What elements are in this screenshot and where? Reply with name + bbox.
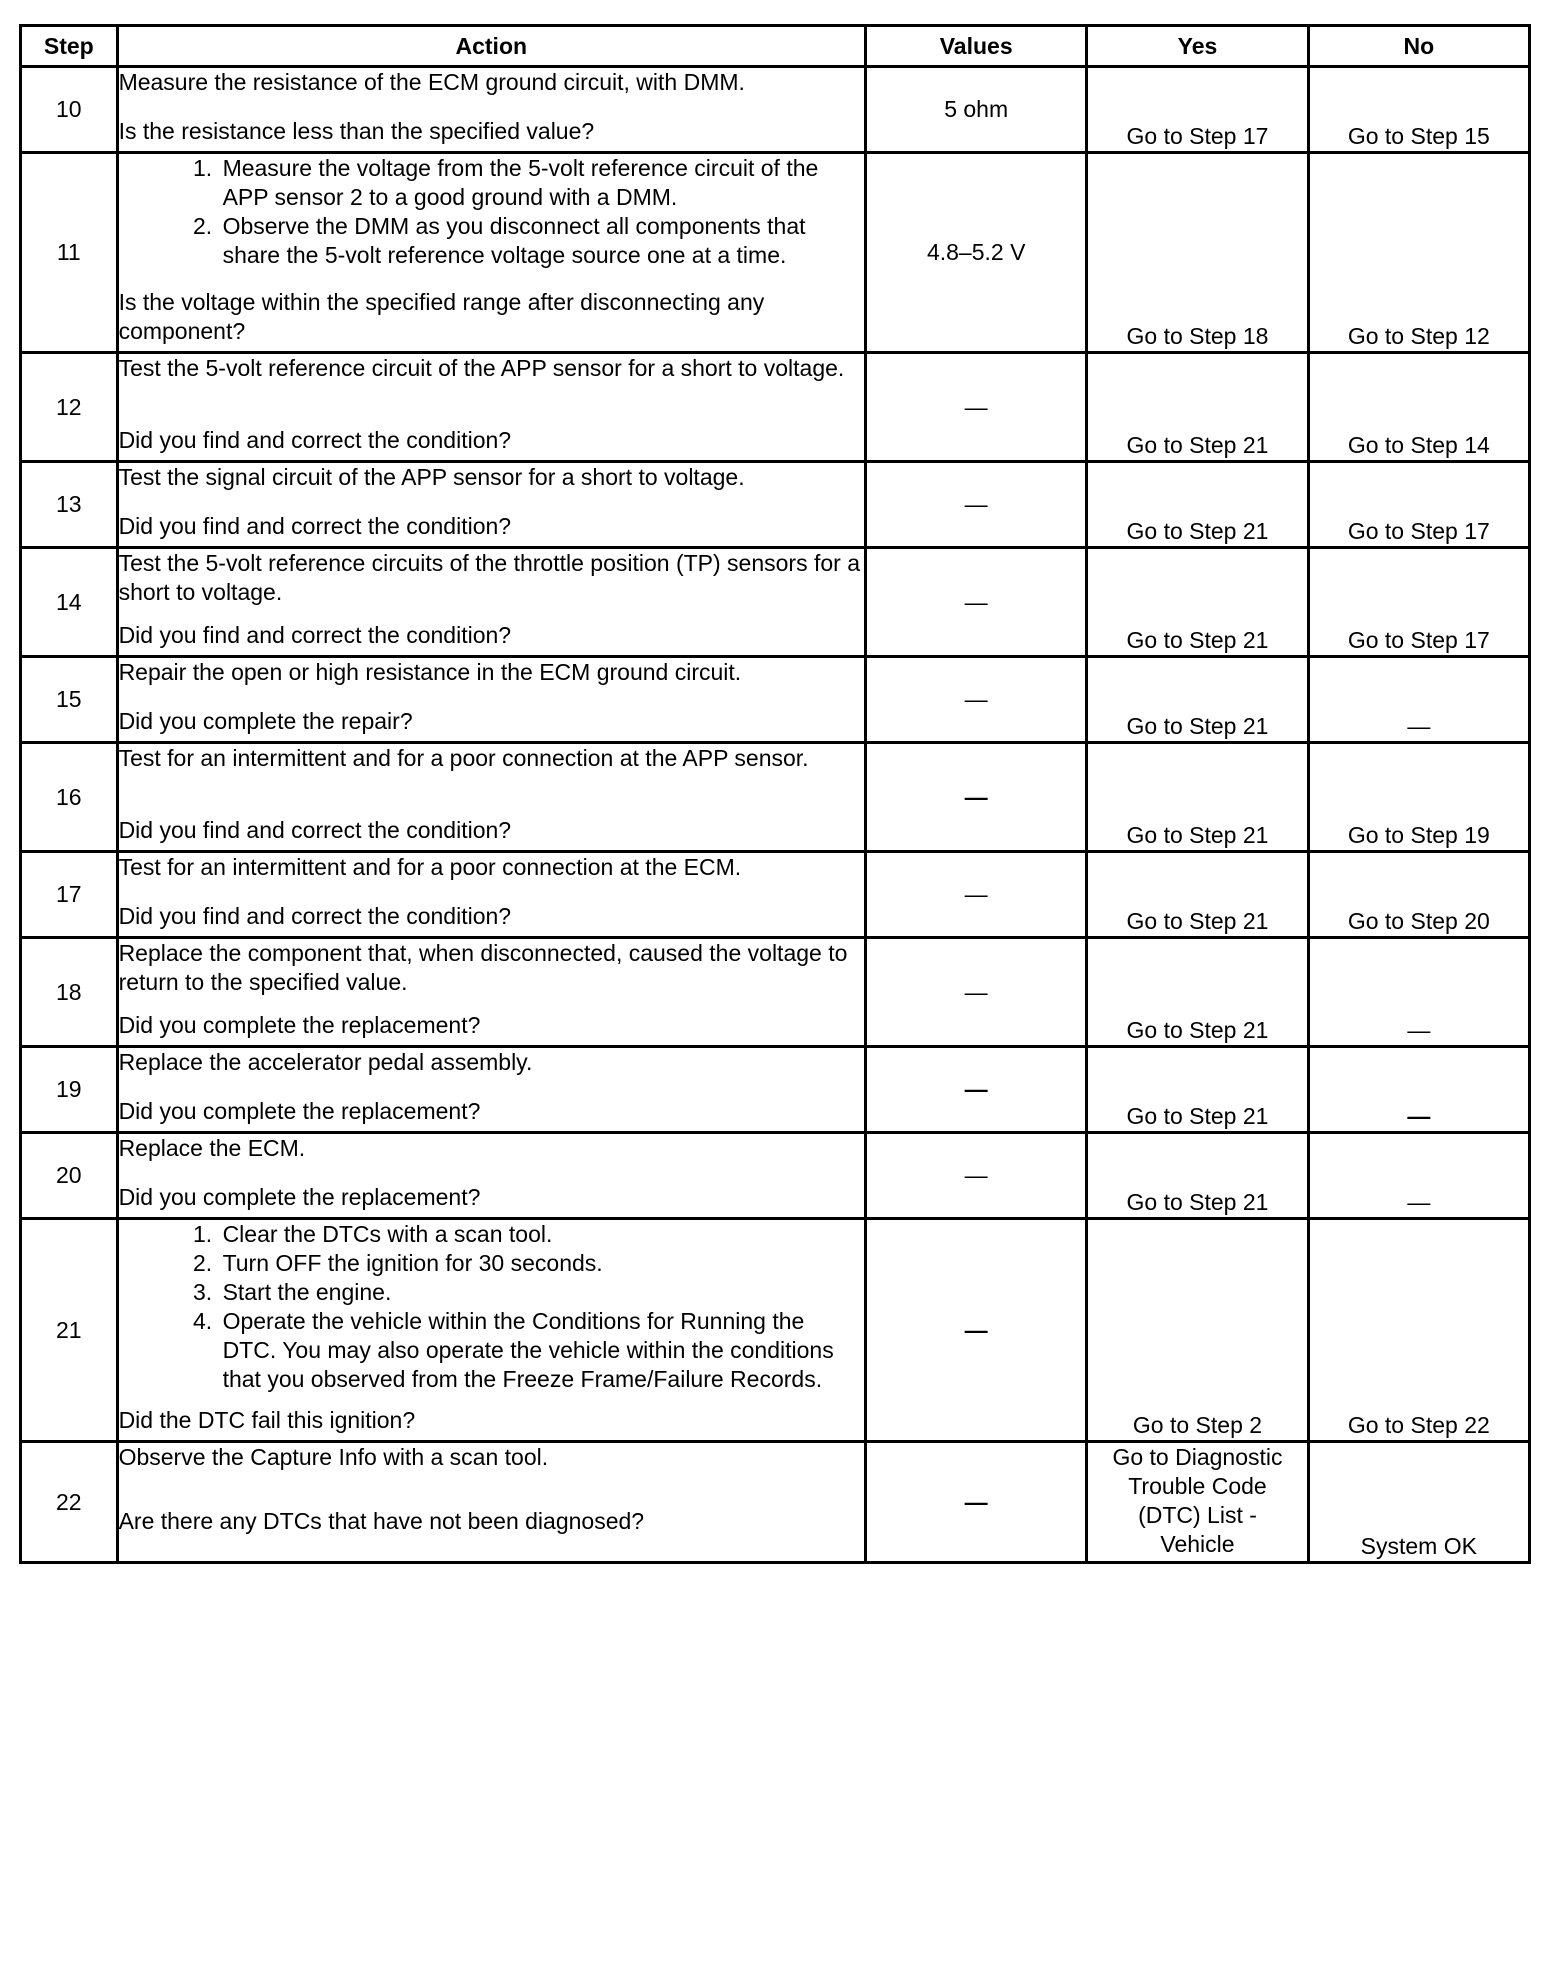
action-instruction: Test for an intermittent and for a poor connection at the ECM. xyxy=(118,854,742,880)
header-no: No xyxy=(1308,26,1529,67)
values-cell: — xyxy=(866,657,1087,743)
table-row xyxy=(21,1442,1530,1563)
table-row xyxy=(21,548,1530,657)
yes-cell: Go to Step 17 xyxy=(1087,67,1308,153)
action-cell xyxy=(117,67,865,153)
action-question: Did you find and correct the condition? xyxy=(118,817,512,843)
action-cell xyxy=(117,548,865,657)
table-row xyxy=(21,1219,1530,1442)
header-step: Step xyxy=(21,26,118,67)
yes-cell: Go to Step 21 xyxy=(1087,938,1308,1047)
action-question: Did you find and correct the condition? xyxy=(118,903,512,929)
yes-cell: Go to Step 21 xyxy=(1087,353,1308,462)
step-number: 15 xyxy=(21,657,118,743)
table-row xyxy=(21,67,1530,153)
action-cell xyxy=(117,1133,865,1219)
step-number: 22 xyxy=(21,1442,118,1563)
action-question: Did you complete the replacement? xyxy=(118,1098,481,1124)
yes-cell: Go to Step 2 xyxy=(1087,1219,1308,1442)
step-number: 11 xyxy=(21,153,118,353)
table-row xyxy=(21,657,1530,743)
step-number: 16 xyxy=(21,743,118,852)
action-question: Did you complete the replacement? xyxy=(118,1184,481,1210)
values-cell: 5 ohm xyxy=(866,67,1087,153)
table-row xyxy=(21,153,1530,353)
header-action: Action xyxy=(117,26,865,67)
action-step-item: 3. Start the engine. xyxy=(219,1278,864,1307)
no-cell: Go to Step 14 xyxy=(1308,353,1529,462)
action-step-item: 4. Operate the vehicle within the Conditions for Running the DTC. You may also operate the vehicle within the conditions that you observed from the Freeze Frame/Failure Records. xyxy=(219,1307,864,1394)
action-step-item: 1. Measure the voltage from the 5-volt reference circuit of the APP sensor 2 to a good ground with a DMM. xyxy=(219,154,864,212)
table-row xyxy=(21,462,1530,548)
step-number: 17 xyxy=(21,852,118,938)
action-instruction: Measure the resistance of the ECM ground circuit, with DMM. xyxy=(118,69,745,95)
action-cell xyxy=(117,852,865,938)
no-cell: Go to Step 22 xyxy=(1308,1219,1529,1442)
no-cell: Go to Step 12 xyxy=(1308,153,1529,353)
action-question: Did you find and correct the condition? xyxy=(118,427,512,453)
yes-cell: Go to Step 21 xyxy=(1087,743,1308,852)
action-steps-list xyxy=(119,154,864,270)
action-question: Did you find and correct the condition? xyxy=(118,513,512,539)
action-instruction: Replace the ECM. xyxy=(118,1135,306,1161)
action-instruction: Test the 5-volt reference circuit of the APP sensor for a short to voltage. xyxy=(118,355,845,381)
action-cell xyxy=(117,1219,865,1442)
no-cell: Go to Step 17 xyxy=(1308,462,1529,548)
no-cell: — xyxy=(1308,1047,1529,1133)
action-cell xyxy=(117,1442,865,1563)
action-cell xyxy=(117,353,865,462)
header-row xyxy=(21,26,1530,67)
diagnostic-table xyxy=(19,24,1531,1564)
step-number: 19 xyxy=(21,1047,118,1133)
action-cell xyxy=(117,153,865,353)
action-instruction: Observe the Capture Info with a scan tool. xyxy=(118,1444,549,1470)
step-number: 10 xyxy=(21,67,118,153)
no-cell: Go to Step 20 xyxy=(1308,852,1529,938)
header-values: Values xyxy=(866,26,1087,67)
no-cell: — xyxy=(1308,1133,1529,1219)
action-instruction: Replace the component that, when disconnected, caused the voltage to return to the specified value. xyxy=(118,940,848,995)
step-number: 18 xyxy=(21,938,118,1047)
no-cell: Go to Step 19 xyxy=(1308,743,1529,852)
action-cell xyxy=(117,1047,865,1133)
values-cell: — xyxy=(866,938,1087,1047)
yes-cell: Go to Step 21 xyxy=(1087,852,1308,938)
action-step-item: 1. Clear the DTCs with a scan tool. xyxy=(219,1220,864,1249)
table-row xyxy=(21,743,1530,852)
values-cell: — xyxy=(866,743,1087,852)
action-instruction: Repair the open or high resistance in the ECM ground circuit. xyxy=(118,659,742,685)
header-yes: Yes xyxy=(1087,26,1308,67)
values-cell: — xyxy=(866,548,1087,657)
no-cell: — xyxy=(1308,938,1529,1047)
action-cell xyxy=(117,743,865,852)
values-cell: — xyxy=(866,1219,1087,1442)
values-cell: — xyxy=(866,462,1087,548)
action-question: Are there any DTCs that have not been diagnosed? xyxy=(118,1508,645,1534)
action-steps-list xyxy=(119,1220,864,1394)
action-instruction: Test for an intermittent and for a poor connection at the APP sensor. xyxy=(118,745,809,771)
no-cell: System OK xyxy=(1308,1442,1529,1563)
action-question: Is the voltage within the specified range after disconnecting any component? xyxy=(118,289,765,344)
step-number: 13 xyxy=(21,462,118,548)
action-question: Did the DTC fail this ignition? xyxy=(118,1407,416,1433)
values-cell: — xyxy=(866,1047,1087,1133)
no-cell: Go to Step 17 xyxy=(1308,548,1529,657)
step-number: 12 xyxy=(21,353,118,462)
action-question: Did you find and correct the condition? xyxy=(118,622,512,648)
action-question: Did you complete the replacement? xyxy=(118,1012,481,1038)
table-row xyxy=(21,1047,1530,1133)
action-instruction: Test the 5-volt reference circuits of the throttle position (TP) sensors for a short to voltage. xyxy=(118,550,860,605)
values-cell: — xyxy=(866,1133,1087,1219)
yes-cell: Go to Diagnostic Trouble Code (DTC) List - Vehicle xyxy=(1087,1442,1308,1563)
table-row xyxy=(21,852,1530,938)
values-cell: — xyxy=(866,353,1087,462)
values-cell: — xyxy=(866,852,1087,938)
yes-cell: Go to Step 21 xyxy=(1087,462,1308,548)
action-step-item: 2. Observe the DMM as you disconnect all components that share the 5-volt reference voltage source one at a time. xyxy=(219,212,864,270)
table-row xyxy=(21,938,1530,1047)
yes-cell: Go to Step 21 xyxy=(1087,1047,1308,1133)
values-cell: — xyxy=(866,1442,1087,1563)
action-cell xyxy=(117,462,865,548)
no-cell: Go to Step 15 xyxy=(1308,67,1529,153)
action-cell xyxy=(117,938,865,1047)
no-cell: — xyxy=(1308,657,1529,743)
table-row xyxy=(21,353,1530,462)
yes-cell: Go to Step 18 xyxy=(1087,153,1308,353)
action-instruction: Test the signal circuit of the APP sensor for a short to voltage. xyxy=(118,464,745,490)
step-number: 21 xyxy=(21,1219,118,1442)
yes-cell: Go to Step 21 xyxy=(1087,657,1308,743)
action-question: Did you complete the repair? xyxy=(118,708,413,734)
yes-cell: Go to Step 21 xyxy=(1087,548,1308,657)
step-number: 20 xyxy=(21,1133,118,1219)
action-question: Is the resistance less than the specified value? xyxy=(118,118,595,144)
action-cell xyxy=(117,657,865,743)
values-cell: 4.8–5.2 V xyxy=(866,153,1087,353)
yes-cell: Go to Step 21 xyxy=(1087,1133,1308,1219)
step-number: 14 xyxy=(21,548,118,657)
table-row xyxy=(21,1133,1530,1219)
action-step-item: 2. Turn OFF the ignition for 30 seconds. xyxy=(219,1249,864,1278)
action-instruction: Replace the accelerator pedal assembly. xyxy=(118,1049,533,1075)
